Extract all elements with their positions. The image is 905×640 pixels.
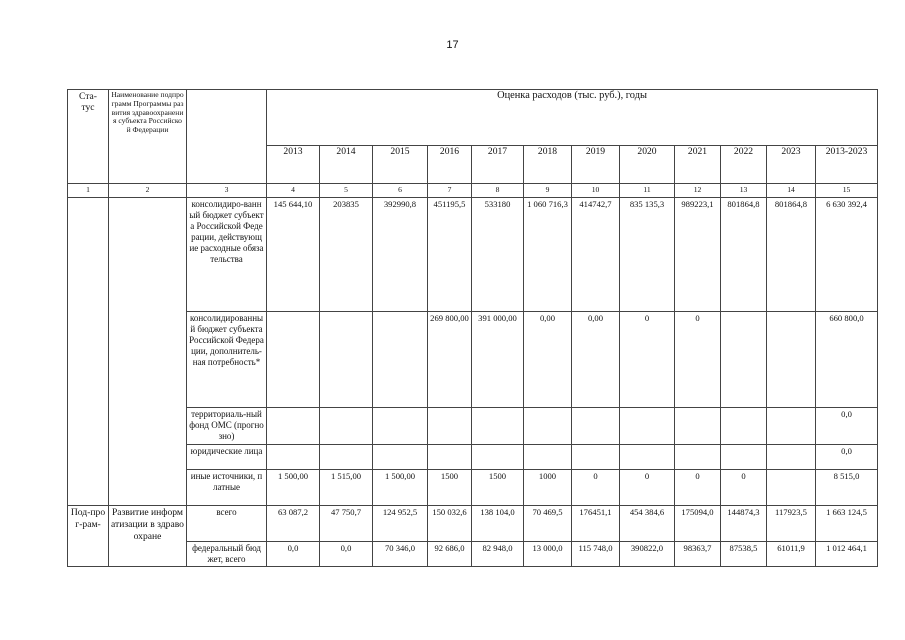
subprogram-name: Развитие информатизации в здравоохране [109, 505, 187, 566]
value-cell: 1 012 464,1 [816, 541, 878, 566]
value-cell: 392990,8 [373, 197, 428, 311]
column-number: 12 [675, 184, 721, 198]
value-cell [620, 444, 675, 469]
header-year: 2017 [472, 146, 524, 184]
value-cell: 391 000,00 [472, 311, 524, 407]
funding-source: территориаль-ный фонд ОМС (прогнозно) [187, 407, 267, 444]
header-empty [187, 90, 267, 184]
column-number: 8 [472, 184, 524, 198]
value-cell: 0 [675, 469, 721, 505]
column-number: 1 [68, 184, 109, 198]
value-cell [675, 444, 721, 469]
column-number: 10 [572, 184, 620, 198]
header-year: 2021 [675, 146, 721, 184]
value-cell: 0 [675, 311, 721, 407]
value-cell [267, 311, 320, 407]
value-cell [767, 444, 816, 469]
value-cell [428, 407, 472, 444]
value-cell: 0,00 [572, 311, 620, 407]
value-cell [472, 444, 524, 469]
header-title: Оценка расходов (тыс. руб.), годы [267, 90, 878, 146]
header-row-title [68, 90, 878, 146]
header-year: 2015 [373, 146, 428, 184]
column-number: 15 [816, 184, 878, 198]
value-cell: 989223,1 [675, 197, 721, 311]
value-cell: 47 750,7 [320, 505, 373, 541]
value-cell: 1500 [472, 469, 524, 505]
funding-source: консолидированный бюджет субъекта Российской Федерации, дополнитель-ная потребность* [187, 311, 267, 407]
value-cell [767, 469, 816, 505]
funding-source: консолидиро-ванный бюджет субъекта Российской Федерации, действующие расходные обязательства [187, 197, 267, 311]
value-cell [373, 311, 428, 407]
name-cell-empty [109, 197, 187, 505]
subprogram-row [68, 541, 878, 566]
header-year: 2020 [620, 146, 675, 184]
header-year: 2022 [721, 146, 767, 184]
value-cell: 1000 [524, 469, 572, 505]
value-cell: 82 948,0 [472, 541, 524, 566]
value-cell: 175094,0 [675, 505, 721, 541]
column-number: 2 [109, 184, 187, 198]
header-year: 2014 [320, 146, 373, 184]
page-number: 17 [446, 39, 459, 51]
table-row [68, 311, 878, 407]
value-cell: 6 630 392,4 [816, 197, 878, 311]
column-number: 9 [524, 184, 572, 198]
table-row [68, 444, 878, 469]
value-cell: 63 087,2 [267, 505, 320, 541]
value-cell [267, 444, 320, 469]
column-number: 7 [428, 184, 472, 198]
value-cell: 451195,5 [428, 197, 472, 311]
value-cell: 0 [620, 311, 675, 407]
column-number: 5 [320, 184, 373, 198]
value-cell: 115 748,0 [572, 541, 620, 566]
header-status: Ста- тус [68, 90, 109, 184]
column-number: 6 [373, 184, 428, 198]
value-cell: 70 469,5 [524, 505, 572, 541]
value-cell [572, 444, 620, 469]
value-cell: 8 515,0 [816, 469, 878, 505]
value-cell: 1 500,00 [373, 469, 428, 505]
value-cell [373, 444, 428, 469]
budget-table [67, 89, 878, 567]
value-cell [524, 407, 572, 444]
value-cell: 269 800,00 [428, 311, 472, 407]
value-cell: 0,0 [267, 541, 320, 566]
value-cell: 13 000,0 [524, 541, 572, 566]
value-cell: 0,0 [816, 444, 878, 469]
value-cell: 0 [721, 469, 767, 505]
value-cell: 117923,5 [767, 505, 816, 541]
value-cell: 92 686,0 [428, 541, 472, 566]
value-cell: 0,00 [524, 311, 572, 407]
value-cell: 61011,9 [767, 541, 816, 566]
header-year: 2018 [524, 146, 572, 184]
value-cell: 124 952,5 [373, 505, 428, 541]
column-number: 3 [187, 184, 267, 198]
value-cell: 144874,3 [721, 505, 767, 541]
funding-source: федеральный бюджет, всего [187, 541, 267, 566]
column-number-row [68, 184, 878, 198]
header-year: 2016 [428, 146, 472, 184]
value-cell [267, 407, 320, 444]
value-cell: 87538,5 [721, 541, 767, 566]
value-cell: 660 800,0 [816, 311, 878, 407]
funding-source: всего [187, 505, 267, 541]
subprogram-row [68, 505, 878, 541]
column-number: 4 [267, 184, 320, 198]
value-cell: 176451,1 [572, 505, 620, 541]
value-cell: 0 [572, 469, 620, 505]
value-cell: 1 500,00 [267, 469, 320, 505]
column-number: 11 [620, 184, 675, 198]
funding-source: иные источники, платные [187, 469, 267, 505]
value-cell [320, 311, 373, 407]
value-cell [767, 311, 816, 407]
value-cell [428, 444, 472, 469]
header-year: 2019 [572, 146, 620, 184]
table-row [68, 469, 878, 505]
value-cell [572, 407, 620, 444]
value-cell: 138 104,0 [472, 505, 524, 541]
value-cell: 203835 [320, 197, 373, 311]
value-cell: 1 060 716,3 [524, 197, 572, 311]
value-cell [620, 407, 675, 444]
value-cell [767, 407, 816, 444]
header-year: 2013-2023 [816, 146, 878, 184]
header-name: Наименование подпрограмм Программы развития здравоохранения субъекта Российской Федерации [109, 90, 187, 184]
value-cell: 70 346,0 [373, 541, 428, 566]
value-cell: 0,0 [320, 541, 373, 566]
value-cell [472, 407, 524, 444]
value-cell: 150 032,6 [428, 505, 472, 541]
value-cell: 533180 [472, 197, 524, 311]
value-cell: 835 135,3 [620, 197, 675, 311]
value-cell [373, 407, 428, 444]
value-cell: 145 644,10 [267, 197, 320, 311]
value-cell: 1 663 124,5 [816, 505, 878, 541]
value-cell: 390822,0 [620, 541, 675, 566]
table-row [68, 407, 878, 444]
column-number: 13 [721, 184, 767, 198]
header-year: 2013 [267, 146, 320, 184]
funding-source: юридические лица [187, 444, 267, 469]
value-cell: 414742,7 [572, 197, 620, 311]
value-cell [721, 311, 767, 407]
value-cell: 0 [620, 469, 675, 505]
value-cell [320, 407, 373, 444]
value-cell: 454 384,6 [620, 505, 675, 541]
table-row [68, 197, 878, 311]
value-cell [721, 407, 767, 444]
subprogram-status: Под-прог-рам- [68, 505, 109, 566]
value-cell [320, 444, 373, 469]
header-year: 2023 [767, 146, 816, 184]
value-cell: 1 515,00 [320, 469, 373, 505]
value-cell [675, 407, 721, 444]
value-cell: 0,0 [816, 407, 878, 444]
value-cell: 1500 [428, 469, 472, 505]
value-cell [524, 444, 572, 469]
value-cell: 98363,7 [675, 541, 721, 566]
status-cell-empty [68, 197, 109, 505]
value-cell: 801864,8 [767, 197, 816, 311]
value-cell [721, 444, 767, 469]
column-number: 14 [767, 184, 816, 198]
value-cell: 801864,8 [721, 197, 767, 311]
